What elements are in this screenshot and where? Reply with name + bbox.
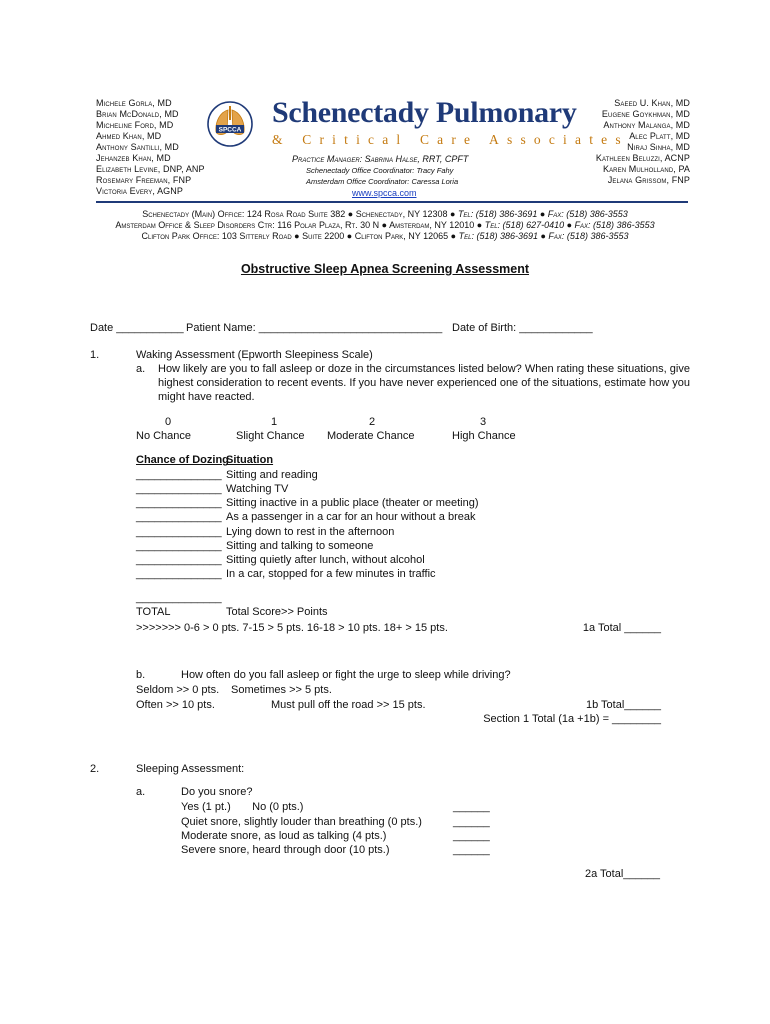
staff-name: Brian McDonald, MD	[96, 109, 179, 119]
staff-name: Jehanzeb Khan, MD	[96, 153, 171, 163]
staff-name: Rosemary Freeman, FNP	[96, 175, 192, 185]
dob-field[interactable]: Date of Birth: ____________	[452, 322, 593, 334]
scale-number: 0	[165, 416, 172, 428]
form-title: Obstructive Sleep Apnea Screening Assessment	[240, 262, 530, 276]
situation-item: Lying down to rest in the afternoon	[226, 526, 395, 538]
staff-name: Anthony Malanga, MD	[603, 120, 690, 130]
situation-item: Sitting quietly after lunch, without alcohol	[226, 554, 425, 566]
question-2a-letter: a.	[136, 786, 146, 798]
header-divider	[96, 201, 688, 203]
total-blank[interactable]: ______________	[136, 592, 222, 604]
col-header-situation: Situation	[226, 454, 274, 466]
snore-option: Moderate snore, as loud as talking (4 pts.)	[181, 830, 387, 842]
staff-name: Victoria Every, AGNP	[96, 186, 183, 196]
question-1a-line: highest consideration to recent events. If you have never experienced one of the situations, estimate how you	[158, 377, 690, 389]
situation-item: As a passenger in a car for an hour without a break	[226, 511, 476, 523]
situation-item: Sitting and talking to someone	[226, 540, 374, 552]
staff-list-right	[596, 98, 690, 186]
office-name: Amsterdam Office & Sleep Disorders Ctr: 116 Polar Plaza, Rt. 30 N ● Amsterdam, NY 12010 ●	[115, 220, 485, 230]
staff-name: Karen Mulholland, PA	[602, 164, 690, 174]
logo-text: SPCCA	[218, 126, 242, 134]
office-address-clifton-park	[0, 231, 770, 241]
staff-list-left	[96, 98, 205, 197]
question-1a-line: How likely are you to fall asleep or doze in the circumstances listed below? When rating these situations, give	[158, 363, 690, 375]
website-link[interactable]: www.spcca.com	[352, 188, 417, 198]
practice-manager: Practice Manager: Sabrina Halse, RRT, CPFT	[292, 154, 469, 164]
staff-name: Kathleen Beluzzi, ACNP	[595, 153, 690, 163]
scale-number: 1	[271, 416, 278, 428]
section-1-title: Waking Assessment (Epworth Sleepiness Scale)	[136, 349, 373, 361]
lungs-logo-icon	[206, 100, 254, 148]
situation-item: Watching TV	[226, 483, 289, 495]
total-score-label: Total Score>> Points	[226, 606, 328, 618]
option-often: Often >> 10 pts.	[136, 699, 215, 711]
section-2-title: Sleeping Assessment:	[136, 763, 245, 775]
scale-label: Moderate Chance	[327, 430, 415, 442]
office-name: Clifton Park Office: 103 Sitterly Road ● Suite 2200 ● Clifton Park, NY 12065 ●	[141, 231, 459, 241]
scale-label: Slight Chance	[236, 430, 305, 442]
coordinator-schenectady: Schenectady Office Coordinator: Tracy Fahy	[306, 166, 454, 175]
snore-yes-no: Yes (1 pt.) No (0 pts.)	[181, 801, 304, 813]
staff-name: Ahmed Khan, MD	[96, 131, 162, 141]
brand-name: Schenectady Pulmonary	[272, 96, 577, 129]
points-scale: >>>>>>> 0-6 > 0 pts. 7-15 > 5 pts. 16-18 > 10 pts. 18+ > 15 pts.	[136, 622, 448, 634]
question-1a-line: might have reacted.	[158, 391, 255, 403]
dozing-blank[interactable]: ______________	[136, 540, 222, 552]
snore-option: Quiet snore, slightly louder than breathing (0 pts.)	[181, 816, 422, 828]
office-address-schenectady	[0, 209, 770, 219]
situation-item: Sitting and reading	[226, 469, 318, 481]
snore-blank[interactable]: ______	[453, 801, 490, 813]
situation-item: Sitting inactive in a public place (theater or meeting)	[226, 497, 479, 509]
total-label: TOTAL	[136, 606, 171, 618]
date-field[interactable]: Date ___________	[90, 322, 184, 334]
office-address-amsterdam	[0, 220, 770, 230]
col-header-dozing: Chance of Dozing	[136, 454, 229, 466]
question-1a-letter: a.	[136, 363, 146, 375]
coordinator-amsterdam: Amsterdam Office Coordinator: Caressa Loria	[306, 177, 459, 186]
total-1b-field[interactable]: 1b Total______	[585, 699, 661, 711]
option-seldom: Seldom >> 0 pts.	[136, 684, 220, 696]
scale-number: 3	[480, 416, 487, 428]
situation-item: In a car, stopped for a few minutes in traffic	[226, 568, 436, 580]
office-name: Schenectady (Main) Office: 124 Rosa Road Suite 382 ● Schenectady, NY 12308 ●	[142, 209, 458, 219]
option-pull-off: Must pull off the road >> 15 pts.	[271, 699, 426, 711]
snore-blank[interactable]: ______	[453, 816, 490, 828]
staff-name: Micheline Ford, MD	[96, 120, 174, 130]
section-1-total-field[interactable]: Section 1 Total (1a +1b) = ________	[483, 713, 661, 725]
dozing-blank[interactable]: ______________	[136, 469, 222, 481]
staff-name: Michele Gorla, MD	[96, 98, 172, 108]
question-1b-text: How often do you fall asleep or fight the urge to sleep while driving?	[181, 669, 511, 681]
total-1a-field[interactable]: 1a Total ______	[582, 622, 661, 634]
scale-label: High Chance	[452, 430, 516, 442]
scale-label: No Chance	[136, 430, 192, 442]
brand-subtitle: & Critical Care Associates	[272, 132, 629, 147]
question-1b-letter: b.	[136, 669, 146, 681]
office-phone: Tel: (518) 386-3691 ● Fax: (518) 386-3553	[458, 231, 629, 241]
dozing-blank[interactable]: ______________	[136, 483, 222, 495]
staff-name: Saeed U. Khan, MD	[614, 98, 690, 108]
staff-name: Eugene Goykhman, MD	[601, 109, 690, 119]
office-phone: Tel: (518) 627-0410 ● Fax: (518) 386-3553	[484, 220, 655, 230]
scale-number: 2	[369, 416, 376, 428]
staff-name: Jelana Grissom, FNP	[607, 175, 690, 185]
dozing-blank[interactable]: ______________	[136, 497, 222, 509]
snore-option: Severe snore, heard through door (10 pts.)	[181, 844, 390, 856]
staff-name: Niraj Sinha, MD	[627, 142, 690, 152]
office-phone: Tel: (518) 386-3691 ● Fax: (518) 386-3553	[457, 209, 628, 219]
option-sometimes: Sometimes >> 5 pts.	[231, 684, 332, 696]
section-2-number: 2.	[90, 763, 100, 775]
dozing-blank[interactable]: ______________	[136, 511, 222, 523]
patient-name-field[interactable]: Patient Name: ______________________________	[186, 322, 443, 334]
snore-blank[interactable]: ______	[453, 844, 490, 856]
dozing-blank[interactable]: ______________	[136, 526, 222, 538]
staff-name: Elizabeth Levine, DNP, ANP	[96, 164, 205, 174]
total-2a-field[interactable]: 2a Total______	[584, 868, 660, 880]
dozing-blank[interactable]: ______________	[136, 554, 222, 566]
staff-name: Anthony Santilli, MD	[96, 142, 179, 152]
dozing-blank[interactable]: ______________	[136, 568, 222, 580]
section-1-number: 1.	[90, 349, 100, 361]
staff-name: Alec Platt, MD	[629, 131, 690, 141]
question-2a-text: Do you snore?	[181, 786, 253, 798]
snore-blank[interactable]: ______	[453, 830, 490, 842]
